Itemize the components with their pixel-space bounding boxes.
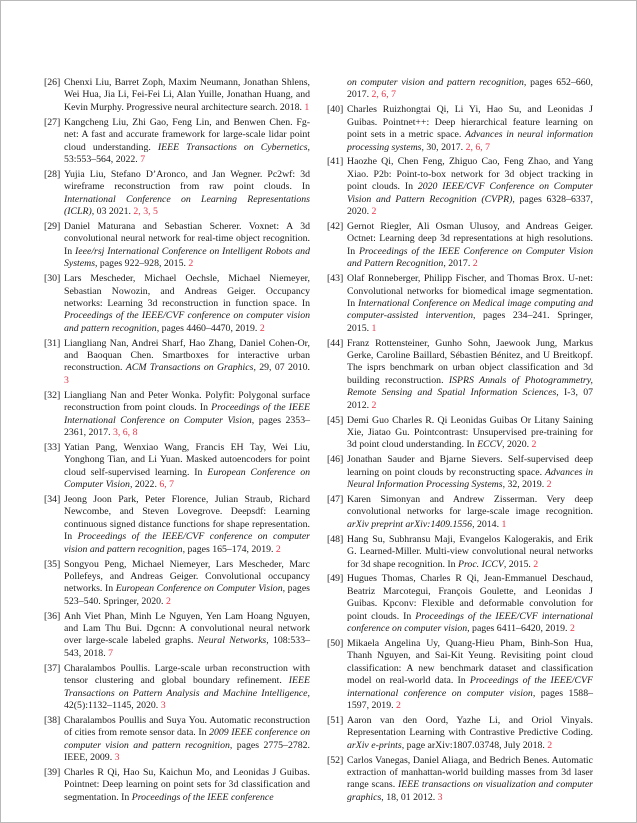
backref-page-links[interactable]: 2, 6, 7: [371, 89, 396, 101]
reference-entry: [327, 494, 593, 531]
reference-entry: [44, 273, 310, 335]
reference-entry: [44, 117, 310, 167]
reference-text-segment: Gernot Riegler, Ali Osman Ulusoy, and Andreas Geiger. Octnet: Learning deep 3d representations at high resolutions. In: [347, 220, 593, 257]
backref-page-links[interactable]: 7: [140, 153, 146, 165]
reference-text-segment: , pages 523–540. Springer, 2020.: [64, 583, 310, 607]
reference-text-segment: Charalambos Poullis and Suya You. Automatic reconstruction of cities from remote sensor data. In: [64, 714, 310, 739]
backref-page-links[interactable]: 1: [371, 322, 377, 334]
reference-text-segment: , 2017.: [443, 258, 473, 270]
backref-page-links[interactable]: 2, 6, 7: [465, 141, 491, 153]
backref-page-links[interactable]: 2, 3, 5: [133, 206, 158, 218]
reference-number: [38]: [44, 714, 61, 726]
reference-number: [46]: [327, 454, 344, 466]
reference-number: [37]: [44, 662, 61, 674]
reference-text-segment: Jeong Joon Park, Peter Florence, Julian Straub, Richard Newcombe, and Steven Lovegrove. Deepsdf: Learning continuous signed distance functions for shape representation. In: [64, 494, 310, 543]
reference-entry: [44, 559, 310, 609]
reference-number: [45]: [327, 414, 344, 426]
reference-venue: Proceedings of the IEEE conference: [131, 791, 274, 803]
reference-number: [30]: [44, 273, 61, 285]
reference-text-segment: Karen Simonyan and Andrew Zisserman. Very deep convolutional networks for large-scale image recognition.: [347, 494, 593, 518]
reference-text-segment: , 2022.: [129, 479, 160, 491]
backref-page-links[interactable]: 7: [108, 647, 113, 659]
reference-entry: [327, 573, 593, 635]
reference-text-segment: Liangliang Nan, Andrei Sharf, Hao Zhang, Daniel Cohen-Or, and Baoquan Chen. Smartboxes for interactive urban reconstruction.: [64, 337, 310, 374]
reference-text-segment: , pages 2353–2361, 2017.: [64, 414, 310, 438]
reference-text: [347, 494, 593, 531]
reference-venue: 2009 IEEE conference on computer vision and pattern recognition: [64, 727, 310, 751]
references-section: [1, 1, 636, 807]
reference-text-segment: , pages 234–241. Springer, 2015.: [347, 310, 593, 334]
reference-text-segment: , pages 6328–6337, 2020.: [347, 193, 593, 218]
reference-text: [64, 442, 310, 492]
backref-page-links[interactable]: 3: [160, 700, 166, 711]
reference-venue: Proceedings of the IEEE/CVF conference on computer vision and pattern recognition: [64, 531, 310, 555]
reference-text-segment: Songyou Peng, Michael Niemeyer, Lars Mescheder, Marc Pollefeys, and Andreas Geiger. Convolutional occupancy networks. In: [64, 558, 310, 595]
backref-page-links[interactable]: 2: [259, 322, 265, 334]
reference-number: [49]: [327, 573, 344, 585]
backref-page-links[interactable]: 1: [304, 101, 310, 113]
reference-number: [31]: [44, 337, 61, 349]
reference-venue: International Conference on Learning Representations (ICLR): [64, 193, 310, 218]
reference-number: [50]: [327, 637, 344, 649]
reference-text-segment: Yatian Pang, Wenxiao Wang, Francis EH Tay, Wei Liu, Yonghong Tian, and Li Yuan. Masked autoencoders for point cloud self-supervised learning. In: [64, 441, 310, 478]
reference-venue: on computer vision and pattern recognition: [347, 77, 524, 88]
reference-number: [48]: [327, 533, 344, 545]
reference-text: [347, 77, 593, 102]
reference-text: [64, 273, 310, 335]
reference-text-segment: Franz Rottensteiner, Gunho Sohn, Jaewook Jung, Markus Gerke, Caroline Baillard, Sébastien Bénitez, and U Breitkopf. The isprs benchmark on urban object classification and 3d building reconstruction.: [347, 337, 593, 386]
reference-venue: IEEE transactions on visualization and computer graphics: [347, 779, 593, 803]
reference-number: [39]: [44, 767, 61, 779]
reference-text-segment: Charles R Qi, Hao Su, Kaichun Mo, and Leonidas J Guibas. Pointnet: Deep learning on point sets for 3d classification and segmentation. In: [64, 767, 310, 803]
reference-text-segment: , pages 922–928, 2015.: [95, 258, 189, 270]
reference-text: [64, 611, 310, 661]
reference-venue: ISPRS Annals of Photogrammetry, Remote Sensing and Spatial Information Sciences: [347, 374, 593, 399]
reference-venue: European Conference on Computer Vision: [64, 466, 310, 491]
reference-text-segment: Kangcheng Liu, Zhi Gao, Feng Lin, and Benwen Chen. Fg-net: A fast and accurate framework for large-scale lidar point cloud understanding.: [64, 116, 310, 153]
reference-entry: [44, 442, 310, 492]
reference-venue: IEEE Transactions on Pattern Analysis and Machine Intelligence: [64, 675, 310, 699]
reference-entry: [327, 755, 593, 805]
reference-text-segment: , page arXiv:1807.03748, July 2018.: [401, 739, 548, 751]
reference-text-segment: , 29, 07 2010.: [253, 362, 310, 374]
reference-text-segment: , 30, 2017.: [421, 141, 466, 153]
reference-text-segment: Haozhe Qi, Chen Feng, Zhiguo Cao, Feng Zhao, and Yang Xiao. P2b: Point-to-box network for 3d object tracking in point clouds. In: [347, 156, 593, 193]
reference-text-segment: Lars Mescheder, Michael Oechsle, Michael Niemeyer, Sebastian Nowozin, and Andreas Geiger. Occupancy networks: Learning 3d reconstruction in function space. In: [64, 273, 310, 309]
reference-text-segment: , 32, 2019.: [502, 479, 547, 491]
reference-entry: [327, 415, 593, 452]
backref-page-links[interactable]: 2: [371, 206, 377, 218]
reference-text-segment: Yujia Liu, Stefano D’Aronco, and Jan Wegner. Pc2wf: 3d wireframe reconstruction from raw point clouds. In: [64, 168, 310, 193]
backref-page-links[interactable]: 2: [531, 439, 537, 451]
backref-page-links[interactable]: 2: [569, 623, 575, 635]
reference-text-segment: Mikaela Angelina Uy, Quang-Hieu Pham, Binh-Son Hua, Thanh Nguyen, and Sai-Kit Yeung. Revisiting point cloud classification: A new benchmark dataset and classification model on real-world data. In: [347, 637, 593, 687]
reference-entry: [327, 273, 593, 335]
reference-venue: Proc. ICCV: [458, 558, 504, 570]
reference-venue: ACM Transactions on Graphics: [125, 362, 254, 374]
reference-venue: Proceedings of the IEEE Conference on Computer Vision and Pattern Recognition: [347, 245, 593, 270]
reference-text: [347, 534, 593, 571]
reference-entry: [44, 390, 310, 440]
backref-page-links[interactable]: 2: [275, 543, 281, 555]
reference-number: [34]: [44, 494, 61, 505]
reference-text-segment: Anh Viet Phan, Minh Le Nguyen, Yen Lam Hoang Nguyen, and Lam Thu Bui. Dgcnn: A convolutional neural network over large-scale labeled graphs.: [64, 610, 310, 647]
reference-entry: [327, 221, 593, 271]
reference-number: [35]: [44, 558, 61, 570]
reference-text-segment: Carlos Vanegas, Daniel Aliaga, and Bedrich Benes. Automatic extraction of manhattan-world building masses from 3d laser range scans.: [347, 754, 593, 791]
reference-entry: [327, 638, 593, 712]
reference-entry: [44, 77, 310, 114]
right-column: [327, 77, 593, 807]
reference-number: [44]: [327, 337, 344, 349]
reference-text: [347, 638, 593, 712]
backref-page-links[interactable]: 2: [395, 700, 401, 711]
reference-number: [41]: [327, 156, 344, 168]
reference-entry-continuation: [327, 77, 593, 102]
reference-text: [64, 169, 310, 219]
reference-venue: International Conference on Medical image computing and computer-assisted intervention: [347, 297, 593, 322]
reference-entry: [44, 169, 310, 219]
reference-text-segment: , pages 1588–1597, 2019.: [347, 687, 594, 711]
reference-venue: Proceedings of the IEEE International Conference on Computer Vision: [64, 402, 310, 426]
reference-entry: [327, 338, 593, 412]
backref-page-links[interactable]: 2: [188, 258, 194, 270]
reference-entry: [44, 767, 310, 804]
reference-entry: [327, 715, 593, 752]
reference-entry: [44, 221, 310, 271]
reference-text: [64, 663, 310, 713]
reference-text-segment: , 2020.: [502, 439, 532, 451]
reference-number: [29]: [44, 220, 61, 232]
reference-number: [40]: [327, 104, 344, 116]
reference-text-segment: Hang Su, Subhransu Maji, Evangelos Kalogerakis, and Erik G. Learned-Miller. Multi-view convolutional neural networks for 3d shape recognition. In: [347, 533, 593, 570]
reference-entry: [44, 715, 310, 765]
reference-venue: Proceedings of the IEEE/CVF conference on computer vision and pattern recognition: [64, 310, 310, 334]
reference-text: [64, 221, 310, 271]
reference-text-segment: Jonathan Sauder and Bjarne Sievers. Self-supervised deep learning on point clouds by reconstructing space.: [347, 454, 593, 478]
reference-number: [33]: [44, 441, 61, 453]
reference-number: [32]: [44, 389, 61, 401]
reference-number: [27]: [44, 116, 61, 128]
reference-text-segment: , 42(5):1132–1145, 2020.: [64, 687, 310, 711]
reference-venue: Advances in neural information processing systems: [347, 129, 593, 153]
reference-text-segment: Aaron van den Oord, Yazhe Li, and Oriol Vinyals. Representation Learning with Contrastive Predictive Coding.: [347, 714, 593, 739]
reference-text: [347, 104, 593, 154]
reference-text-segment: , pages 2775–2782. IEEE, 2009.: [64, 739, 310, 764]
reference-text-segment: , 2015.: [503, 558, 534, 570]
reference-number: [327, 77, 347, 102]
reference-number: [36]: [44, 610, 61, 622]
reference-text-segment: Liangliang Nan and Peter Wonka. Polyfit: Polygonal surface reconstruction from point clouds. In: [64, 389, 310, 414]
reference-entry: [327, 454, 593, 491]
reference-text-segment: Charalambos Poullis. Large-scale urban reconstruction with tensor clustering and global boundary refinement.: [64, 662, 310, 687]
reference-text-segment: , pages 4460–4470, 2019.: [156, 322, 260, 334]
reference-venue: 2020 IEEE/CVF Conference on Computer Vision and Pattern Recognition (CVPR): [347, 181, 593, 205]
reference-text: [347, 454, 593, 491]
reference-number: [51]: [327, 714, 344, 726]
reference-number: [47]: [327, 494, 344, 505]
reference-text: [347, 715, 593, 752]
backref-page-links[interactable]: 1: [501, 518, 507, 530]
reference-venue: arXiv e-prints: [347, 739, 402, 751]
reference-number: [43]: [327, 273, 344, 285]
reference-text: [347, 755, 593, 805]
reference-text-segment: , pages 6411–6420, 2019.: [467, 623, 570, 635]
reference-text-segment: Olaf Ronneberger, Philipp Fischer, and Thomas Brox. U-net: Convolutional networks for biomedical image segmentation. In: [347, 273, 593, 309]
backref-page-links[interactable]: 3: [437, 791, 443, 803]
reference-venue: Proceedings of the IEEE/CVF international conference on computer vision: [347, 610, 593, 635]
reference-text: [64, 559, 310, 609]
reference-text: [64, 715, 310, 765]
backref-page-links[interactable]: 3: [114, 752, 120, 764]
backref-page-links[interactable]: 6, 7: [159, 479, 175, 491]
reference-entry: [44, 611, 310, 661]
reference-text-segment: Chenxi Liu, Barret Zoph, Maxim Neumann, Jonathan Shlens, Wei Hua, Jia Li, Fei-Fei Li, Alan Yuille, Jonathan Huang, and Kevin Murphy. Progressive neural architecture search. 2018.: [64, 77, 310, 113]
reference-number: [42]: [327, 220, 344, 232]
backref-page-links[interactable]: 3, 6, 8: [112, 426, 138, 438]
reference-text-segment: , 18, 01 2012.: [381, 791, 438, 803]
reference-text: [347, 573, 593, 635]
reference-text-segment: Charles Ruizhongtai Qi, Li Yi, Hao Su, and Leonidas J Guibas. Pointnet++: Deep hierarchical feature learning on point sets in a metric space.: [347, 104, 593, 141]
reference-text-segment: Daniel Maturana and Sebastian Scherer. Voxnet: A 3d convolutional neural network for real-time object recognition. In: [64, 220, 310, 257]
reference-venue: Advances in Neural Information Processing Systems: [347, 466, 593, 491]
backref-page-links[interactable]: 2: [547, 739, 553, 751]
reference-number: [26]: [44, 77, 61, 88]
reference-entry: [44, 663, 310, 713]
reference-venue: Ieee/rsj International Conference on Intelligent Robots and Systems: [64, 245, 310, 270]
reference-text: [347, 221, 593, 271]
reference-text-segment: , pages 165–174, 2019.: [182, 543, 276, 555]
backref-page-links[interactable]: 2: [546, 479, 552, 491]
reference-text: [347, 338, 593, 412]
backref-page-links[interactable]: 2: [165, 595, 171, 607]
reference-text-segment: Demi Guo Charles R. Qi Leonidas Guibas Or Litany Saining Xie, Jiatao Gu. Pointcontrast: Unsupervised pre-training for 3d point cloud understanding. In: [347, 414, 593, 451]
reference-text: [64, 390, 310, 440]
reference-venue: ECCV: [477, 439, 503, 451]
backref-page-links[interactable]: 2: [533, 558, 539, 570]
reference-text: [64, 117, 310, 167]
reference-number: [52]: [327, 754, 344, 766]
reference-entry: [327, 104, 593, 154]
reference-text-segment: , 2014.: [472, 518, 502, 530]
reference-text: [64, 338, 310, 388]
reference-entry: [44, 338, 310, 388]
reference-text: [64, 494, 310, 556]
reference-text-segment: , 53:553–564, 2022.: [64, 141, 310, 165]
reference-text-segment: , 108:533–543, 2018.: [64, 635, 310, 659]
reference-venue: European Conference on Computer Vision: [115, 583, 283, 595]
reference-text-segment: , I-3, 07 2012.: [347, 387, 593, 411]
reference-entry: [327, 156, 593, 218]
reference-venue: IEEE Transactions on Cybernetics: [157, 141, 308, 153]
backref-page-links[interactable]: 2: [472, 258, 478, 270]
reference-text-segment: Hugues Thomas, Charles R Qi, Jean-Emmanuel Deschaud, Beatriz Marcotegui, François Goulette, and Leonidas J Guibas. Kpconv: Flexible and deformable convolution for point clouds. In: [347, 573, 593, 622]
reference-entry: [327, 534, 593, 571]
backref-page-links[interactable]: 3: [64, 374, 69, 386]
reference-venue: Neural Networks: [197, 635, 267, 647]
reference-text: [347, 415, 593, 452]
backref-page-links[interactable]: 2: [371, 399, 377, 411]
reference-text: [347, 156, 593, 218]
reference-venue: arXiv preprint arXiv:1409.1556: [347, 518, 473, 530]
reference-text-segment: , 03 2021.: [91, 206, 134, 218]
reference-number: [28]: [44, 168, 61, 180]
reference-text: [64, 767, 310, 804]
reference-entry: [44, 494, 310, 556]
reference-text: [64, 77, 310, 114]
reference-text-segment: , pages 652–660, 2017.: [347, 77, 593, 101]
reference-venue: Proceedings of the IEEE/CVF international conference on computer vision: [347, 675, 593, 699]
reference-text: [347, 273, 593, 335]
left-column: [44, 77, 310, 807]
